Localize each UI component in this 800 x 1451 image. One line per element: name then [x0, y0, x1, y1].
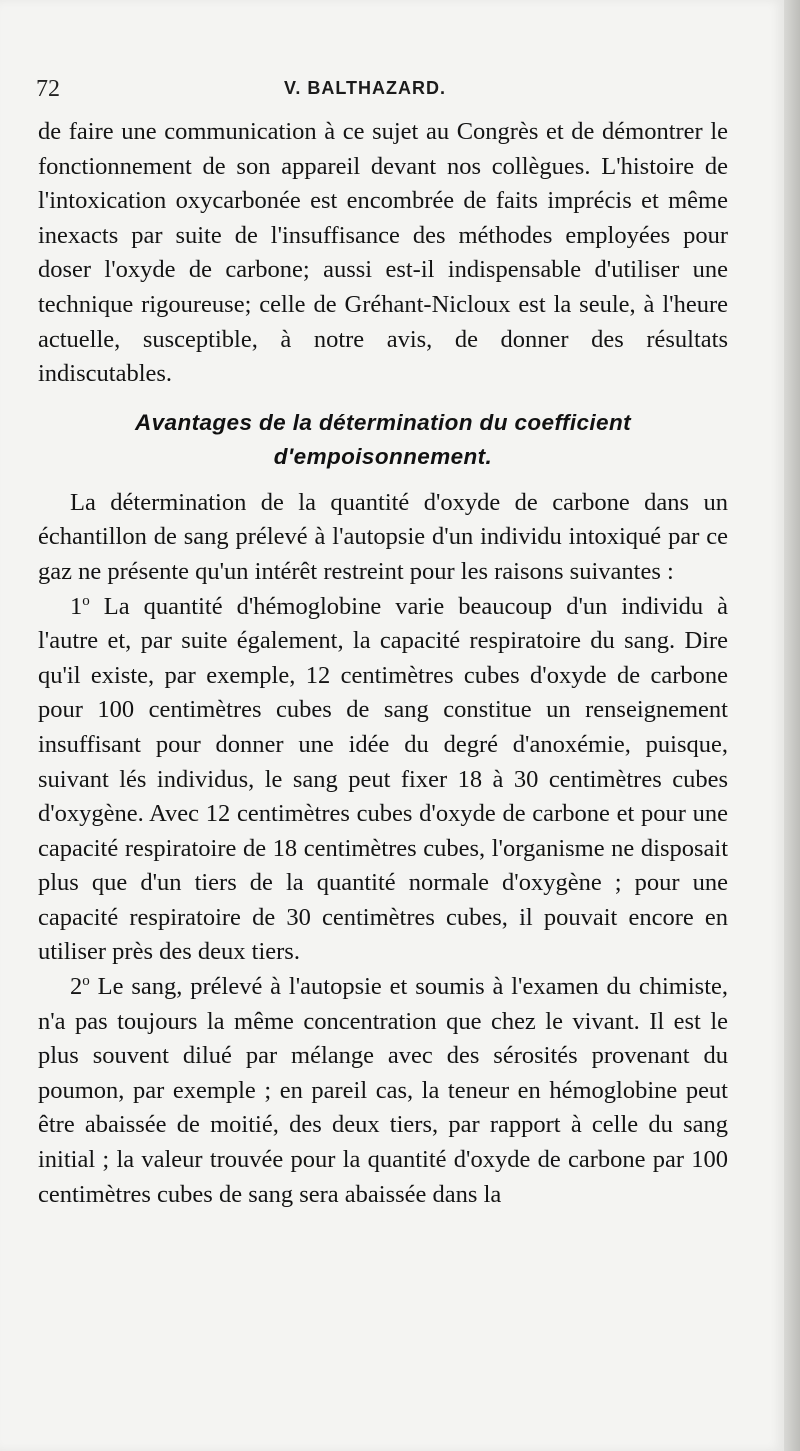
section-heading [38, 406, 728, 474]
page-header [0, 76, 784, 106]
running-head: V. BALTHAZARD. [284, 78, 446, 98]
list-item-2-ordinal: o [82, 972, 90, 989]
list-item-1 [38, 590, 728, 971]
list-item-2-text: Le sang, prélevé à l'autopsie et soumis à l'examen du chimiste, n'a pas toujours la même concentration que chez le vivant. Il est le plus souvent dilué par mélange avec des sérosités provenant du poumon, par exemple ; en pareil cas, la teneur en hémoglobine peut être abaissée de moitié, des deux tiers, par rapport à celle du sang initial ; la valeur trouvée pour la quantité d'oxyde de carbone par 100 centimètres cubes de sang sera abaissée dans la [38, 973, 729, 1208]
paragraph-determination: La détermination de la quantité d'oxyde de carbone dans un échantillon de sang prélevé à l'autopsie d'un individu intoxiqué par ce gaz ne présente qu'un intérêt restreint pour les raisons suivantes : [38, 488, 728, 585]
list-item-1-ordinal: o [82, 592, 90, 609]
section-heading-line-1: Avantages de la détermination du coefficient [134, 409, 632, 435]
page-number: 72 [36, 76, 60, 102]
section-heading-line-2: d'empoisonnement. [273, 443, 493, 469]
paragraph-intro: de faire une communication à ce sujet au Congrès et de démontrer le fonctionnement de son appareil devant nos collègues. L'histoire de l'intoxication oxycarbonée est encombrée de faits imprécis et même inexacts par suite de l'insuffisance des méthodes employées pour doser l'oxyde de carbone; aussi est-il indispensable d'utiliser une technique rigoureuse; celle de Gréhant-Nicloux est la seule, à l'heure actuelle, susceptible, à notre avis, de donner des résultats indiscutables. [38, 118, 728, 388]
body-text [38, 115, 728, 1212]
list-item-1-text: La quantité d'hémoglobine varie beaucoup d'un individu à l'autre et, par suite également, la capacité respiratoire du sang. Dire qu'il existe, par exemple, 12 centimètres cubes d'oxyde de carbone pour 100 centimètres cubes de sang constitue un renseignement insuffisant pour donner une idée du degré d'anoxémie, puisque, suivant lés individus, le sang peut fixer 18 à 30 centimètres cubes d'oxygène. Avec 12 centimètres cubes d'oxyde de carbone et pour une capacité respiratoire de 18 centimètres cubes, l'organisme ne disposait plus que d'un tiers de la quantité normale d'oxygène ; pour une capacité respiratoire de 30 centimètres cubes, il pouvait encore en utiliser près des deux tiers. [38, 592, 728, 966]
page-edge-shadow [784, 0, 800, 1451]
list-item-2 [38, 970, 728, 1212]
list-item-2-number: 2 [70, 973, 83, 1001]
list-item-1-number: 1 [70, 592, 83, 620]
